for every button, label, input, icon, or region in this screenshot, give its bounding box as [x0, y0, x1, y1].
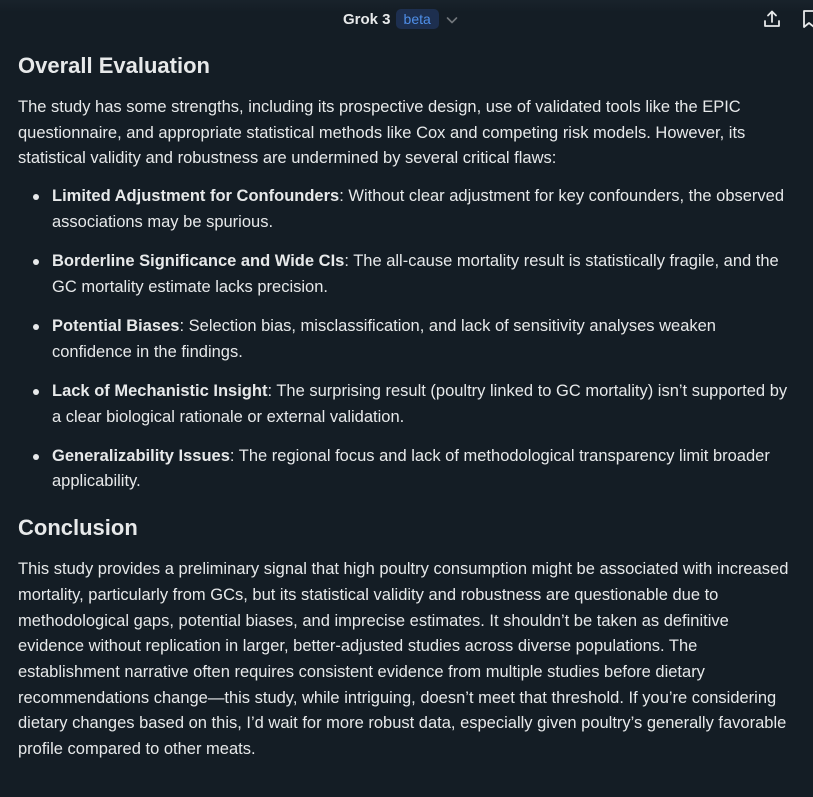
flaw-list: [18, 184, 793, 495]
conclusion-heading: Conclusion: [18, 515, 138, 541]
message-content: [18, 50, 793, 763]
item-term: Potential Biases: [52, 316, 180, 335]
beta-badge: beta: [396, 9, 439, 29]
list-item: [18, 184, 793, 235]
model-selector[interactable]: [343, 8, 458, 30]
bullet-icon: [33, 454, 39, 460]
item-term: Generalizability Issues: [52, 446, 230, 465]
item-term: Lack of Mechanistic Insight: [52, 381, 268, 400]
item-term: Limited Adjustment for Confounders: [52, 187, 340, 206]
bullet-icon: [33, 259, 39, 265]
list-item: [18, 444, 793, 495]
list-item: [18, 379, 793, 430]
share-icon[interactable]: [762, 9, 782, 29]
item-text: : Without clear adjustment for key confounders, the observed associations may be spurious.: [52, 187, 785, 231]
item-text: : The surprising result (poultry linked to GC mortality) isn’t supported by a clear biological rationale or external validation.: [52, 381, 788, 426]
bullet-icon: [33, 194, 39, 200]
item-text: : The all-cause mortality result is statistically fragile, and the GC mortality estimate lacks precision.: [52, 252, 779, 296]
conclusion-text: This study provides a preliminary signal that high poultry consumption might be associated with increased mortality, particularly from GCs, but its statistical validity and robustness are questionable due to methodological gaps, potential biases, and imprecise estimates. It shouldn’t be taken as definitive evidence without replication in larger, better-adjusted studies across diverse populations. The establishment narrative often requires consistent evidence from multiple studies before dietary recommendations change—this study, while intriguing, doesn’t meet that threshold. If you’re considering dietary changes based on this, I’d wait for more robust data, especially given poultry’s generally favorable profile compared to other meats.: [18, 560, 789, 759]
bookmark-icon[interactable]: [802, 9, 813, 29]
list-item: [18, 249, 793, 300]
item-term: Borderline Significance and Wide CIs: [52, 252, 345, 271]
evaluation-intro: The study has some strengths, including its prospective design, use of validated tools like the EPIC questionnaire, and appropriate statistical methods like Cox and competing risk models. However, its statistical validity and robustness are undermined by several critical flaws:: [18, 98, 746, 168]
bullet-icon: [33, 389, 39, 395]
evaluation-heading: Overall Evaluation: [18, 53, 210, 78]
list-item: [18, 314, 793, 365]
bullet-icon: [33, 324, 39, 330]
chevron-down-icon: [446, 13, 458, 25]
item-text: : The regional focus and lack of methodological transparency limit broader applicability.: [52, 446, 770, 491]
model-name: Grok 3: [343, 10, 391, 28]
item-text: : Selection bias, misclassification, and lack of sensitivity analyses weaken confidence in the findings.: [52, 316, 716, 361]
top-bar: [0, 0, 813, 40]
